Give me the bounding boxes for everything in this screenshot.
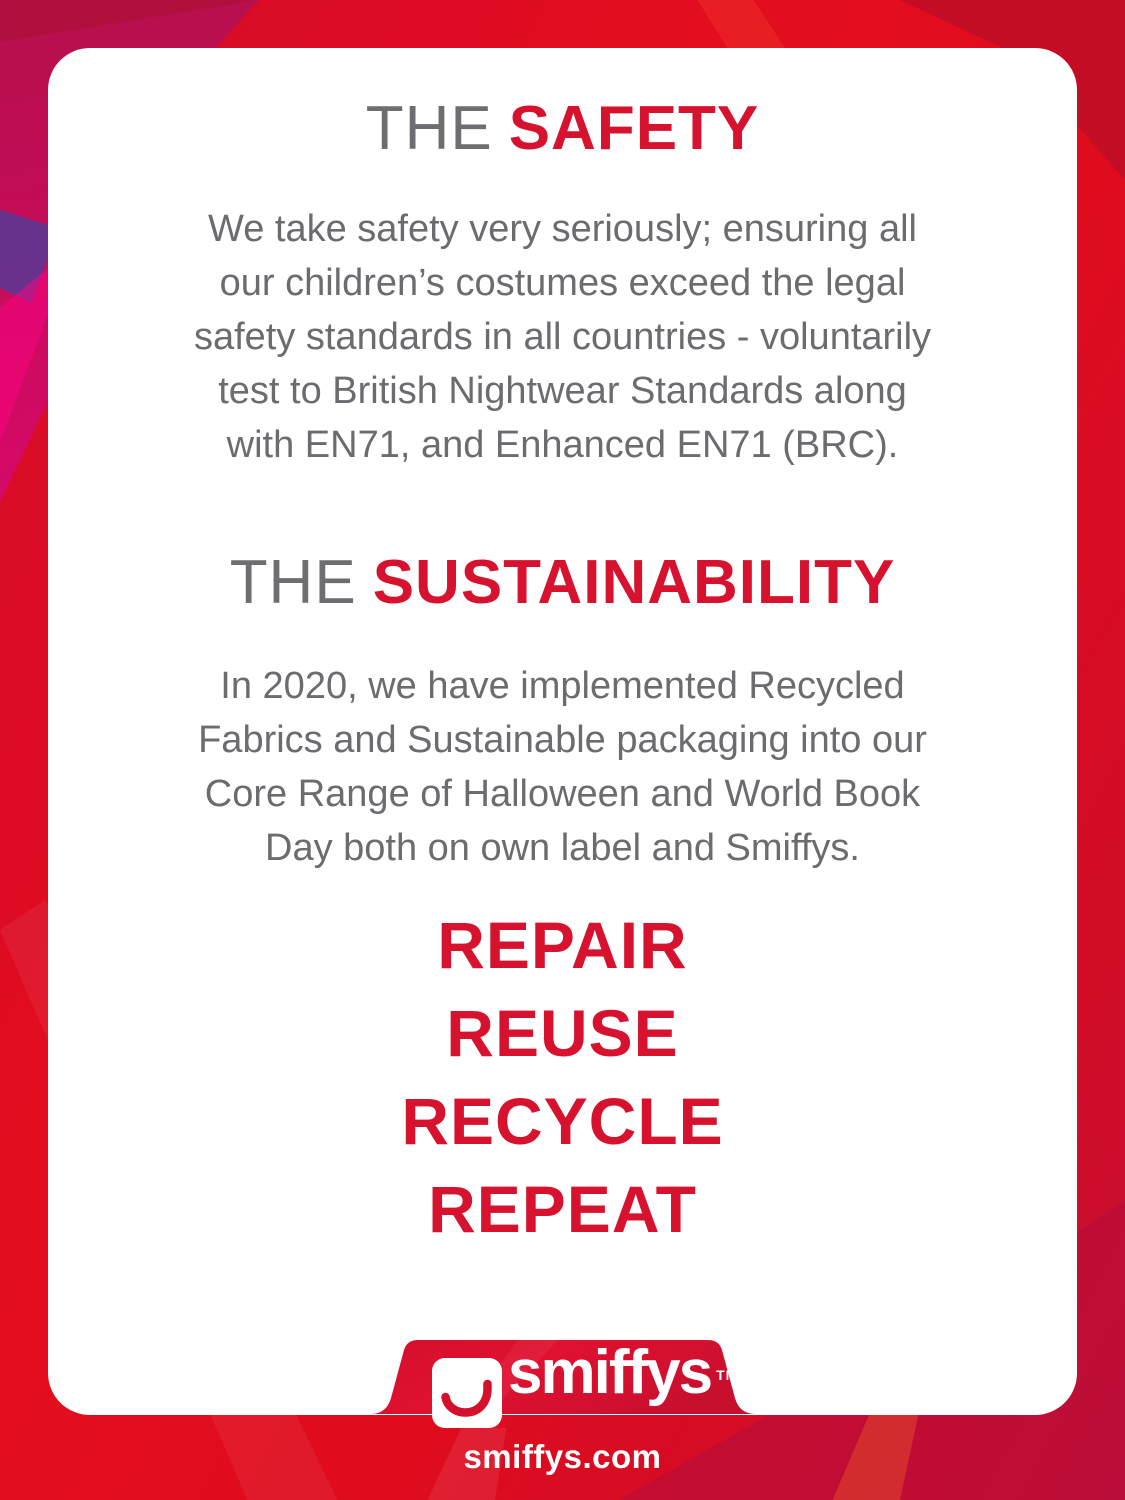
- sustainability-paragraph-line: Core Range of Halloween and World Book: [204, 773, 921, 815]
- mantra-line: REUSE: [446, 996, 679, 1070]
- sustainability-paragraph: [48, 659, 1077, 875]
- website-url: smiffys.com: [463, 1438, 662, 1475]
- sustainability-heading-highlight: SUSTAINABILITY: [372, 548, 896, 617]
- trademark-symbol: TM: [716, 1367, 739, 1383]
- sustainability-paragraph-line: Day both on own label and Smiffys.: [265, 827, 860, 869]
- smiffys-wordmark-text: smiffys: [508, 1338, 712, 1407]
- mantra-line: REPAIR: [437, 908, 688, 982]
- mantra-line: REPEAT: [428, 1172, 697, 1246]
- safety-heading-prefix: THE: [365, 94, 493, 163]
- safety-paragraph-line: safety standards in all countries - voluntarily: [193, 316, 932, 358]
- sustainability-heading: [48, 546, 1077, 620]
- mantra-block: [48, 901, 1077, 1253]
- sustainability-paragraph-line: In 2020, we have implemented Recycled: [220, 665, 905, 707]
- safety-paragraph: [48, 202, 1077, 472]
- safety-paragraph-line: with EN71, and Enhanced EN71 (BRC).: [226, 424, 899, 466]
- safety-paragraph-line: test to British Nightwear Standards along: [218, 370, 907, 412]
- safety-paragraph-line: our children’s costumes exceed the legal: [219, 262, 906, 304]
- safety-heading-highlight: SAFETY: [508, 94, 760, 163]
- info-card: [48, 48, 1077, 1415]
- sustainability-heading-prefix: THE: [229, 548, 357, 617]
- smiffys-logo: [368, 1332, 758, 1432]
- mantra-line: RECYCLE: [401, 1084, 724, 1158]
- safety-paragraph-line: We take safety very seriously; ensuring all: [208, 208, 917, 250]
- smile-icon: [432, 1358, 502, 1428]
- sustainability-paragraph-line: Fabrics and Sustainable packaging into our: [198, 719, 927, 761]
- safety-heading: [48, 92, 1077, 166]
- smiffys-wordmark: [508, 1338, 739, 1407]
